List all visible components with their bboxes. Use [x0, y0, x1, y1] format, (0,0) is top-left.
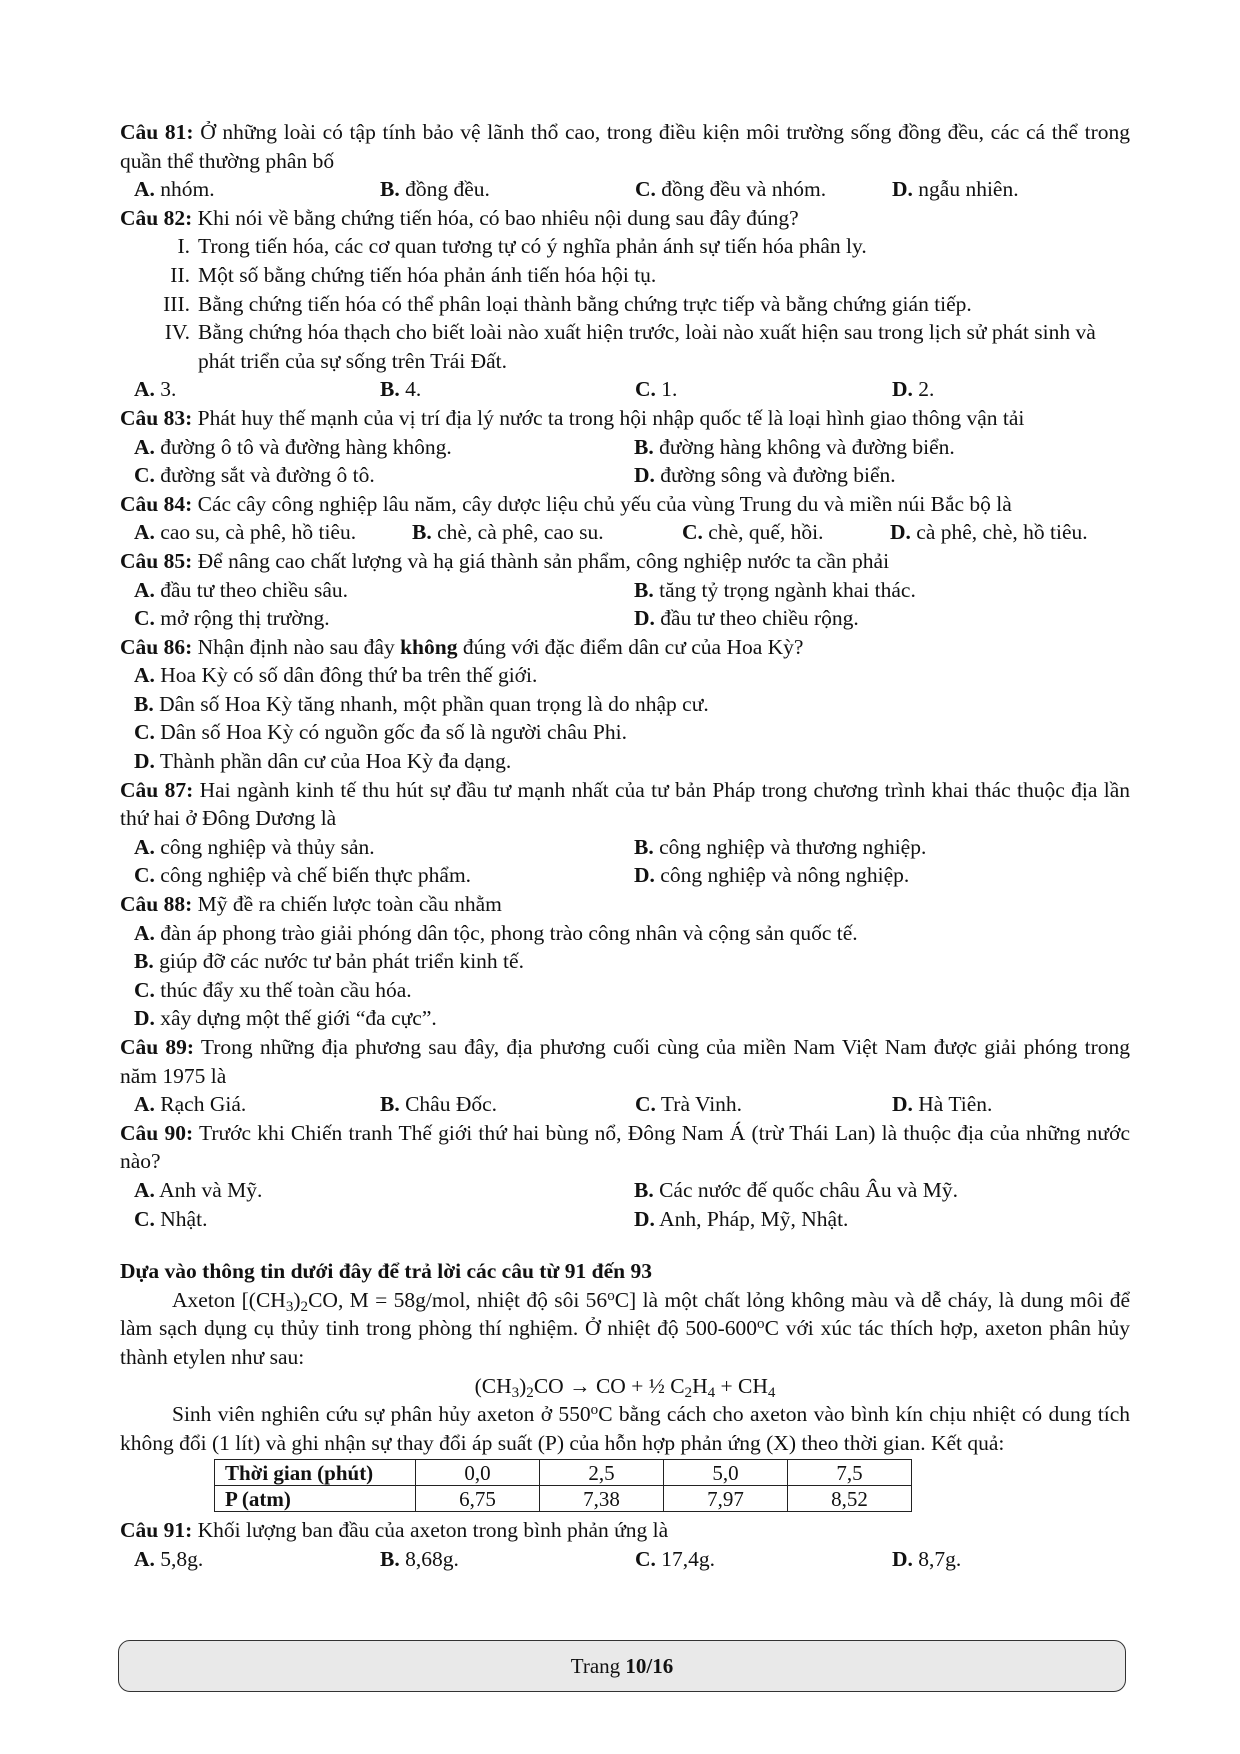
table-cell: 6,75	[416, 1486, 540, 1512]
question-text-after: đúng với đặc điểm dân cư của Hoa Kỳ?	[462, 634, 804, 659]
statement-item: IV. Bằng chứng hóa thạch cho biết loài nào xuất hiện trước, loài nào xuất hiện sau trong lịch sử phát sinh và phát triển của sự sống trên Trái Đất.	[164, 320, 1096, 373]
option-b[interactable]: B. tăng tỷ trọng ngành khai thác.	[634, 577, 916, 602]
question-label: Câu 90:	[120, 1120, 194, 1145]
statement-list-82	[120, 232, 1130, 375]
option-b[interactable]: B. công nghiệp và thương nghiệp.	[634, 834, 927, 859]
exam-page-content	[120, 118, 1130, 1574]
question-text: Trong những địa phương sau đây, địa phương cuối cùng của miền Nam Việt Nam được giải phóng trong năm 1975 là	[120, 1035, 1130, 1088]
option-d[interactable]: D. 8,7g.	[892, 1546, 962, 1571]
question-label: Câu 91:	[120, 1518, 193, 1543]
option-a[interactable]: A. Rạch Giá.	[134, 1092, 247, 1117]
statement-item: III. Bằng chứng tiến hóa có thể phân loại thành bằng chứng trực tiếp và bằng chứng gián tiếp.	[163, 291, 972, 316]
statement-item: II. Một số bằng chứng tiến hóa phản ánh tiến hóa hội tụ.	[170, 262, 657, 287]
answer-options-84	[120, 518, 1130, 547]
option-c[interactable]: C. 1.	[635, 377, 678, 402]
option-a[interactable]: A. Hoa Kỳ có số dân đông thứ ba trên thế giới.	[134, 663, 538, 688]
reaction-equation: $(CH_3)_2CO$ → CO + ½ $C_2H_4 + CH_4$	[474, 1373, 776, 1401]
question-label: Câu 87:	[120, 777, 194, 802]
table-header-cell: Thời gian (phút)	[215, 1460, 416, 1486]
table-cell: 7,38	[540, 1486, 664, 1512]
question-label: Câu 81:	[120, 120, 194, 144]
table-cell: 7,5	[788, 1460, 912, 1486]
question-label: Câu 84:	[120, 491, 193, 516]
context-paragraph-1: Axeton [$(CH_3)_2CO$, M = 58g/mol, nhiệt độ sôi 56$^o$C] là một chất lỏng không màu và dễ cháy, là dung môi để làm sạch dụng cụ thủy tinh trong phòng thí nghiệm. Ở nhiệt độ 500-600$^o$C với xúc tác thích hợp, axeton phân hủy thành etylen như sau:	[120, 1287, 1131, 1369]
question-text: Các cây công nghiệp lâu năm, cây dược liệu chủ yếu của vùng Trung du và miền núi Bắc bộ là	[197, 491, 1012, 516]
option-a[interactable]: A. cao su, cà phê, hồ tiêu.	[134, 520, 357, 545]
question-label: Câu 89:	[120, 1035, 195, 1059]
option-d[interactable]: D. 2.	[892, 377, 935, 402]
table-header-cell: P (atm)	[215, 1486, 416, 1512]
question-label: Câu 82:	[120, 205, 193, 230]
option-d[interactable]: D. Thành phần dân cư của Hoa Kỳ đa dạng.	[134, 749, 512, 774]
question-81	[120, 118, 1130, 175]
option-c[interactable]: C. đường sắt và đường ô tô.	[134, 463, 375, 488]
option-a[interactable]: A. đường ô tô và đường hàng không.	[134, 434, 452, 459]
option-c[interactable]: C. chè, quế, hồi.	[682, 520, 824, 545]
answer-options-82	[120, 375, 1130, 404]
answer-options-86	[120, 661, 1130, 775]
answer-options-85	[120, 576, 1130, 633]
table-cell: 8,52	[788, 1486, 912, 1512]
answer-options-90	[120, 1176, 1130, 1233]
option-d[interactable]: D. công nghiệp và nông nghiệp.	[634, 863, 910, 888]
option-d[interactable]: D. đầu tư theo chiều rộng.	[634, 606, 859, 631]
option-d[interactable]: D. Hà Tiên.	[892, 1092, 993, 1117]
option-a[interactable]: A. 3.	[134, 377, 177, 402]
question-91	[120, 1516, 1130, 1545]
question-text: Hai ngành kinh tế thu hút sự đầu tư mạnh nhất của tư bản Pháp trong chương trình khai thác thuộc địa lần thứ hai ở Đông Dương là	[120, 777, 1131, 831]
question-89	[120, 1033, 1130, 1090]
answer-options-91	[120, 1545, 1130, 1574]
option-b[interactable]: B. 8,68g.	[380, 1546, 459, 1571]
option-c[interactable]: C. công nghiệp và chế biến thực phẩm.	[134, 863, 472, 888]
question-text-before: Nhận định nào sau đây	[197, 634, 395, 659]
page-footer	[118, 1640, 1126, 1692]
question-88	[120, 890, 1130, 919]
option-c[interactable]: C. Trà Vinh.	[635, 1092, 743, 1117]
answer-options-81	[120, 175, 1130, 204]
question-83	[120, 404, 1130, 433]
table-row	[215, 1486, 912, 1512]
answer-options-87	[120, 833, 1130, 890]
table-row	[215, 1460, 912, 1486]
question-text: Trước khi Chiến tranh Thế giới thứ hai bùng nổ, Đông Nam Á (trừ Thái Lan) là thuộc địa của những nước nào?	[120, 1120, 1130, 1174]
option-a[interactable]: A. công nghiệp và thủy sản.	[134, 834, 375, 859]
option-b[interactable]: B. chè, cà phê, cao su.	[412, 520, 604, 545]
table-cell: 5,0	[664, 1460, 788, 1486]
question-label: Câu 88:	[120, 892, 193, 917]
table-cell: 7,97	[664, 1486, 788, 1512]
option-a[interactable]: A. 5,8g.	[134, 1546, 204, 1571]
option-d[interactable]: D. xây dựng một thế giới “đa cực”.	[134, 1006, 437, 1031]
question-text: Phát huy thế mạnh của vị trí địa lý nước ta trong hội nhập quốc tế là loại hình giao thông vận tải	[197, 405, 1025, 430]
question-emphasis: không	[400, 634, 458, 659]
option-c[interactable]: C. 17,4g.	[635, 1546, 716, 1571]
page-number: 10/16	[625, 1653, 674, 1678]
answer-options-89	[120, 1090, 1130, 1119]
option-c[interactable]: C. đồng đều và nhóm.	[635, 177, 827, 202]
option-d[interactable]: D. Anh, Pháp, Mỹ, Nhật.	[634, 1206, 849, 1231]
question-90	[120, 1119, 1130, 1176]
pressure-time-table	[214, 1459, 912, 1512]
statement-item: I. Trong tiến hóa, các cơ quan tương tự có ý nghĩa phản ánh sự tiến hóa phân ly.	[177, 234, 867, 259]
option-c[interactable]: C. Nhật.	[134, 1206, 208, 1231]
question-82	[120, 204, 1130, 233]
option-b[interactable]: B. Các nước đế quốc châu Âu và Mỹ.	[634, 1177, 958, 1202]
context-title: Dựa vào thông tin dưới đây để trả lời các câu từ 91 đến 93	[120, 1259, 652, 1284]
option-c[interactable]: C. thúc đẩy xu thế toàn cầu hóa.	[134, 977, 412, 1002]
question-85	[120, 547, 1130, 576]
question-text: Khối lượng ban đầu của axeton trong bình phản ứng là	[197, 1518, 669, 1543]
question-label: Câu 86:	[120, 634, 193, 659]
arrow-icon: →	[569, 1373, 591, 1398]
question-text: Để nâng cao chất lượng và hạ giá thành sản phẩm, công nghiệp nước ta cần phải	[197, 548, 890, 573]
option-b[interactable]: B. giúp đỡ các nước tư bản phát triển kinh tế.	[134, 949, 524, 974]
option-b[interactable]: B. 4.	[380, 377, 422, 402]
question-87	[120, 776, 1130, 833]
question-label: Câu 85:	[120, 548, 193, 573]
context-paragraph-2: Sinh viên nghiên cứu sự phân hủy axeton ở 550$^o$C bằng cách cho axeton vào bình kín chịu nhiệt có dung tích không đổi (1 lít) và ghi nhận sự thay đổi áp suất (P) của hỗn hợp phản ứng (X) theo thời gian. Kết quả:	[120, 1402, 1130, 1455]
question-label: Câu 83:	[120, 405, 193, 430]
option-a[interactable]: A. đầu tư theo chiều sâu.	[134, 577, 349, 602]
option-d[interactable]: D. đường sông và đường biển.	[634, 463, 896, 488]
option-a[interactable]: A. nhóm.	[134, 177, 215, 202]
option-b[interactable]: B. đường hàng không và đường biển.	[634, 434, 955, 459]
question-text: Mỹ đề ra chiến lược toàn cầu nhằm	[197, 892, 502, 917]
question-text: Ở những loài có tập tính bảo vệ lãnh thổ cao, trong điều kiện môi trường sống đồng đều, các cá thể trong quần thể thường phân bố	[120, 120, 1131, 173]
question-text: Khi nói về bằng chứng tiến hóa, có bao nhiêu nội dung sau đây đúng?	[197, 205, 799, 230]
option-a[interactable]: A. đàn áp phong trào giải phóng dân tộc, phong trào công nhân và cộng sản quốc tế.	[134, 920, 858, 945]
question-86	[120, 633, 1130, 662]
table-cell: 0,0	[416, 1460, 540, 1486]
page-number-prefix: Trang	[570, 1653, 621, 1678]
option-d[interactable]: D. cà phê, chè, hồ tiêu.	[890, 520, 1088, 545]
table-cell: 2,5	[540, 1460, 664, 1486]
answer-options-88	[120, 919, 1130, 1033]
answer-options-83	[120, 433, 1130, 490]
option-b[interactable]: B. Châu Đốc.	[380, 1092, 498, 1117]
question-84	[120, 490, 1130, 519]
option-c[interactable]: C. mở rộng thị trường.	[134, 606, 330, 631]
option-c[interactable]: C. Dân số Hoa Kỳ có nguồn gốc đa số là người châu Phi.	[134, 720, 627, 745]
option-b[interactable]: B. đồng đều.	[380, 177, 490, 202]
option-b[interactable]: B. Dân số Hoa Kỳ tăng nhanh, một phần quan trọng là do nhập cư.	[134, 691, 709, 716]
option-a[interactable]: A. Anh và Mỹ.	[134, 1177, 263, 1202]
option-d[interactable]: D. ngẫu nhiên.	[892, 177, 1019, 202]
